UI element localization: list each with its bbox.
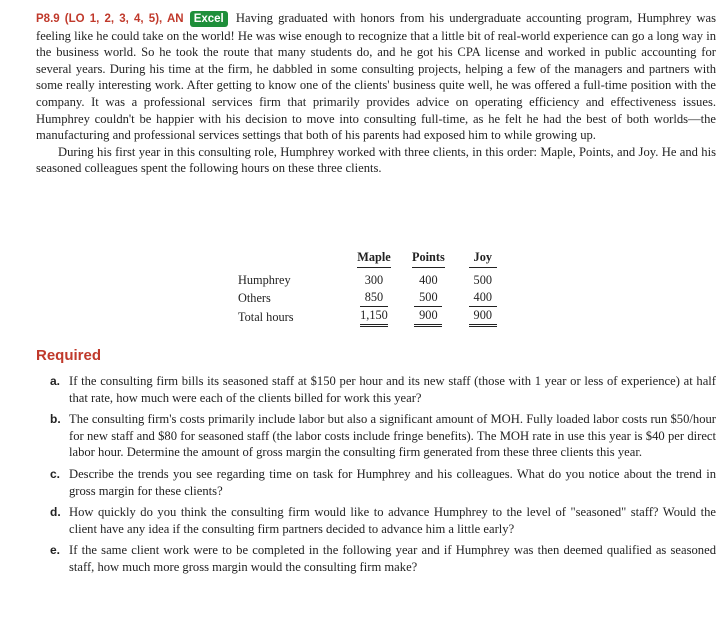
required-item-d (36, 504, 716, 537)
required-item-e (36, 542, 716, 575)
table-cell: 900 (401, 307, 455, 327)
row-label: Others (238, 290, 271, 305)
item-letter: a. (50, 374, 61, 388)
hours-table (238, 249, 510, 327)
item-letter: c. (50, 466, 61, 481)
learning-objectives: (LO 1, 2, 3, 4, 5), AN (64, 13, 184, 25)
table-row (238, 289, 510, 307)
required-item-c (36, 466, 716, 499)
problem-paragraph-2: During his first year in this consulting role, Humphrey worked with three clients, in this order: Maple, Points, and Joy. He and his seasoned colleagues spent the following hours on these three clients. (36, 144, 716, 176)
table-cell: 850 (347, 289, 401, 307)
required-list (36, 373, 716, 581)
table-cell: 400 (456, 289, 510, 307)
table-cell: 500 (401, 289, 455, 307)
required-heading: Required (36, 347, 102, 364)
table-cell: 300 (364, 272, 384, 287)
table-row (238, 271, 510, 289)
item-text: If the consulting firm bills its seasoned staff at $150 per hour and its new staff (those with 1 year or less of experience) at half that rate, how much were each of the clients billed for work this year? (69, 374, 716, 405)
row-label: Total hours (238, 309, 294, 324)
item-text: If the same client work were to be completed in the following year and if Humphrey was then deemed qualified as seasoned staff, how much more gross margin would the consulting firm make? (69, 543, 716, 574)
column-header: Points (401, 249, 455, 271)
column-header: Joy (456, 249, 510, 271)
table-cell: 900 (456, 307, 510, 327)
problem-number: P8.9 (36, 13, 60, 25)
item-text: Describe the trends you see regarding time on task for Humphrey and his colleagues. What do you notice about the trend in gross margin for these clients? (69, 466, 716, 498)
table-cell: 1,150 (347, 307, 401, 327)
row-label: Humphrey (238, 272, 291, 287)
problem-intro (36, 10, 716, 177)
column-header: Maple (347, 249, 401, 271)
item-letter: b. (50, 412, 61, 427)
table-cell: 500 (473, 272, 492, 287)
excel-badge: Excel (190, 11, 228, 27)
item-text: How quickly do you think the consulting firm would like to advance Humphrey to the level of "seasoned" staff? Would the client have any idea if the consulting firm partners decided to advance him a little early? (69, 505, 716, 536)
table-header-row (238, 249, 510, 271)
table-cell: 400 (419, 272, 438, 287)
table-row-total (238, 307, 510, 327)
item-letter: e. (50, 543, 61, 558)
problem-text: Having graduated with honors from his undergraduate accounting program, Humphrey was feeling like he could take on the world! He was wise enough to recognize that a little bit of real-world experience can go a long way in the business world. So he took the route that many students do, and he got his CPA license and worked in public accounting for several years. During his time at the firm, he dabbled in some consulting projects, helping a few of the managers and partners with some really interesting work. After getting to know one of the clients' business quite well, he was offered a full-time position with the company. It was a professional services firm that primarily provides advice on operating efficiency and effectiveness issues. Humphrey couldn't be happier with his decision to move into consulting full-time, as he felt he had the best of both worlds—the manufacturing and professional services settings that both of his parents had exposed him to while growing up. (36, 11, 716, 143)
required-item-a (36, 373, 716, 406)
required-item-b (36, 411, 716, 461)
item-text: The consulting firm's costs primarily include labor but also a significant amount of MOH. Fully loaded labor costs run $50/hour for new staff and $80 for seasoned staff (the labor costs include fringe benefits). The MOH rate in use this year is $40 per direct labor hour. Determine the amount of gross margin the consulting firm generated from these three clients this year. (69, 412, 716, 460)
item-letter: d. (50, 505, 61, 520)
problem-paragraph-1 (36, 10, 716, 144)
